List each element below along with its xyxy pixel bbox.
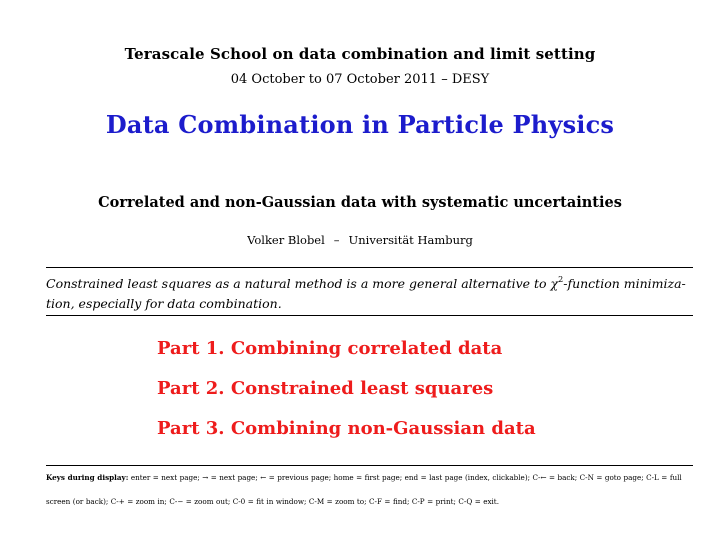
keyboard-help xyxy=(46,466,698,514)
part-1-link[interactable]: Part 1. Combining correlated data xyxy=(157,338,503,359)
author-affiliation: Universität Hamburg xyxy=(348,233,473,247)
abstract xyxy=(46,274,696,314)
keys-text: enter = next page; → = next page; ← = previous page; home = first page; end = last page (index, clickable); C-← = back; C-N = goto page; C-L = full screen (or back); C-+ = zoom in; C-− = zoom out; C-0 = fit in window; C-M = zoom to; C-F = find; C-P = print; C-Q = exit. xyxy=(46,473,682,506)
presentation-subtitle: Correlated and non-Gaussian data with systematic uncertainties xyxy=(98,194,622,211)
chi-symbol: χ xyxy=(550,276,559,291)
part-3-link[interactable]: Part 3. Combining non-Gaussian data xyxy=(157,418,536,439)
abstract-divider xyxy=(46,315,693,316)
chi-superscript: 2 xyxy=(558,275,564,284)
school-title: Terascale School on data combination and limit setting xyxy=(124,45,596,63)
author-line xyxy=(0,233,720,247)
part-2-link[interactable]: Part 2. Constrained least squares xyxy=(157,378,494,399)
top-divider xyxy=(46,267,693,268)
keys-label: Keys during display: xyxy=(46,473,129,482)
school-dates: 04 October to 07 October 2011 – DESY xyxy=(230,72,490,87)
abstract-text-before: Constrained least squares as a natural method is a more general alternative to xyxy=(46,276,551,291)
author-name: Volker Blobel xyxy=(247,233,325,247)
author-separator: – xyxy=(333,233,340,247)
presentation-title: Data Combination in Particle Physics xyxy=(105,110,615,139)
abstract-text-after: -function minimiza- tion, especially for data combination. xyxy=(46,276,686,311)
